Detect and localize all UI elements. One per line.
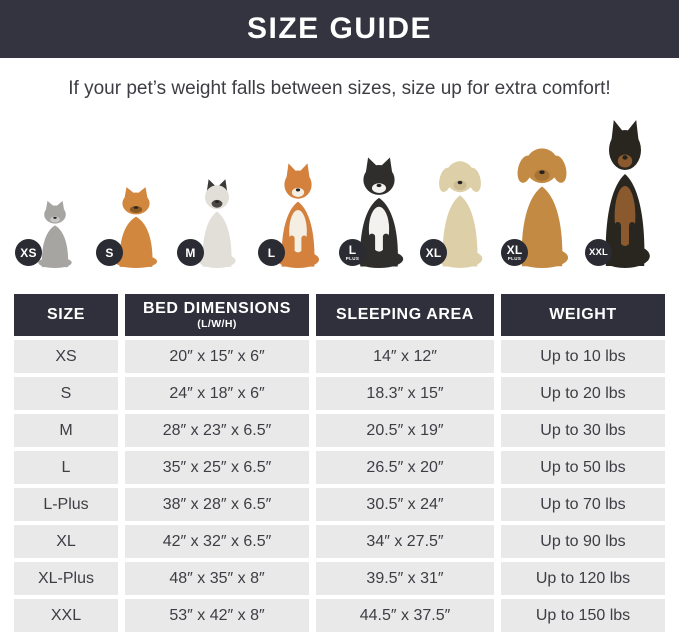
animal-row xyxy=(14,104,665,268)
table-cell: 42″ x 32″ x 6.5″ xyxy=(125,525,309,558)
table-cell: Up to 120 lbs xyxy=(501,562,665,595)
table-cell: 34″ x 27.5″ xyxy=(316,525,494,558)
size-badge-l-plus xyxy=(339,239,366,266)
col-header-bed-dimensions xyxy=(125,294,309,336)
size-badge-xl-plus xyxy=(501,239,528,266)
table-cell: 14″ x 12″ xyxy=(316,340,494,373)
size-badge-xl xyxy=(420,239,447,266)
col-header-size xyxy=(14,294,118,336)
table-cell: Up to 50 lbs xyxy=(501,451,665,484)
size-badge-label: L xyxy=(348,242,357,257)
col-header-weight xyxy=(501,294,665,336)
size-badge-xxl xyxy=(585,239,612,266)
table-cell: Up to 70 lbs xyxy=(501,488,665,521)
animal-slot-cat xyxy=(14,104,95,268)
col-header-size-label: SIZE xyxy=(47,306,85,324)
table-cell: 20.5″ x 19″ xyxy=(316,414,494,447)
animal-slot-doberman xyxy=(584,104,665,268)
size-table xyxy=(14,294,665,632)
banner xyxy=(0,0,679,58)
subtitle-text: If your pet’s weight falls between sizes, size up for extra comfort! xyxy=(68,78,611,99)
animal-slot-french-bulldog xyxy=(176,104,257,268)
size-badge-s xyxy=(96,239,123,266)
table-cell: Up to 30 lbs xyxy=(501,414,665,447)
table-cell: 53″ x 42″ x 8″ xyxy=(125,599,309,632)
animal-slot-border-collie xyxy=(338,104,419,268)
size-badge-label: XXL xyxy=(588,246,609,258)
size-badge-label: M xyxy=(185,245,196,260)
col-header-sleeping-area xyxy=(316,294,494,336)
table-cell: XL-Plus xyxy=(14,562,118,595)
table-cell: 28″ x 23″ x 6.5″ xyxy=(125,414,309,447)
animal-slot-shiba-inu xyxy=(257,104,338,268)
size-badge-sublabel: PLUS xyxy=(507,255,522,261)
table-cell: Up to 10 lbs xyxy=(501,340,665,373)
size-badge-xs xyxy=(15,239,42,266)
table-cell: 30.5″ x 24″ xyxy=(316,488,494,521)
col-header-sleeping-area-label: SLEEPING AREA xyxy=(336,306,474,324)
size-badge-m xyxy=(177,239,204,266)
table-cell: XXL xyxy=(14,599,118,632)
col-header-weight-label: WEIGHT xyxy=(549,306,617,324)
col-header-bed-dimensions-sub: (L/W/H) xyxy=(197,317,237,330)
size-badge-label: XL xyxy=(506,242,523,257)
table-cell: M xyxy=(14,414,118,447)
animal-slot-labrador xyxy=(419,104,500,268)
table-cell: Up to 90 lbs xyxy=(501,525,665,558)
size-badge-l xyxy=(258,239,285,266)
table-cell: 39.5″ x 31″ xyxy=(316,562,494,595)
table-cell: 35″ x 25″ x 6.5″ xyxy=(125,451,309,484)
table-cell: Up to 20 lbs xyxy=(501,377,665,410)
table-cell: 48″ x 35″ x 8″ xyxy=(125,562,309,595)
table-cell: 18.3″ x 15″ xyxy=(316,377,494,410)
animal-slot-pomeranian xyxy=(95,104,176,268)
size-badge-sublabel: PLUS xyxy=(345,255,360,261)
table-cell: 38″ x 28″ x 6.5″ xyxy=(125,488,309,521)
table-cell: L-Plus xyxy=(14,488,118,521)
table-cell: 26.5″ x 20″ xyxy=(316,451,494,484)
size-badge-label: XL xyxy=(425,245,442,260)
col-header-bed-dimensions-label: BED DIMENSIONS xyxy=(143,299,291,317)
table-cell: L xyxy=(14,451,118,484)
animal-slot-golden-retriever xyxy=(500,104,584,268)
table-cell: Up to 150 lbs xyxy=(501,599,665,632)
table-cell: 44.5″ x 37.5″ xyxy=(316,599,494,632)
table-cell: S xyxy=(14,377,118,410)
size-badge-label: XS xyxy=(20,245,37,260)
size-badge-label: L xyxy=(267,245,276,260)
table-cell: 20″ x 15″ x 6″ xyxy=(125,340,309,373)
table-cell: 24″ x 18″ x 6″ xyxy=(125,377,309,410)
size-badge-label: S xyxy=(105,245,114,260)
table-cell: XS xyxy=(14,340,118,373)
page-title: SIZE GUIDE xyxy=(246,12,433,45)
table-cell: XL xyxy=(14,525,118,558)
